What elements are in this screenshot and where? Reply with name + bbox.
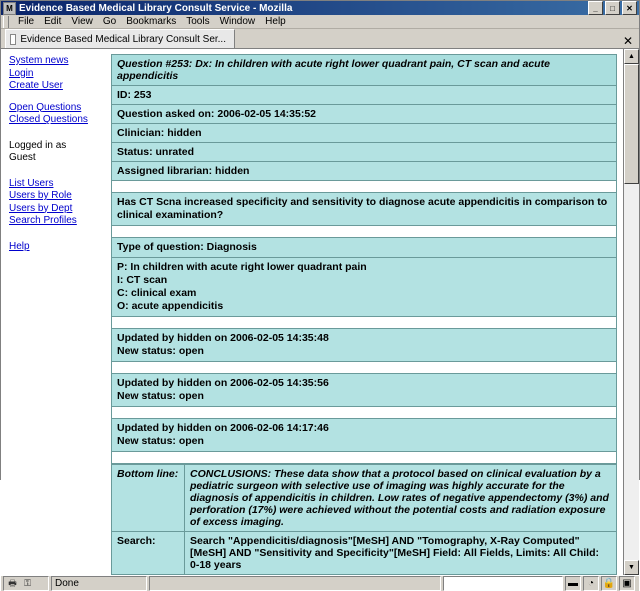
sidebar-item-create-user[interactable]: Create User	[9, 80, 63, 91]
sidebar-item-users-by-role[interactable]: Users by Role	[9, 190, 72, 201]
field-id	[112, 86, 617, 105]
table-row	[112, 419, 617, 452]
sidebar-item-system-news[interactable]: System news	[9, 55, 69, 66]
field-assigned-librarian	[112, 162, 617, 181]
update-entry-1	[112, 329, 617, 362]
update-1-line2: New status: open	[117, 345, 204, 357]
spacer	[112, 452, 617, 464]
question-text: Has CT Scna increased specificity and sensitivity to diagnose acute appendicitis in comparison to clinical examination?	[112, 193, 617, 226]
field-asked-on-value: 2006-02-05 14:35:52	[217, 108, 317, 120]
field-asked-on-label: Question asked on:	[117, 108, 215, 120]
table-row	[112, 238, 617, 258]
update-1-line1: Updated by hidden on 2006-02-05 14:35:48	[117, 332, 329, 344]
spacer	[112, 181, 617, 193]
status-spacer	[149, 576, 441, 591]
menu-item-view[interactable]: View	[71, 16, 93, 27]
field-status-label: Status:	[117, 146, 153, 158]
search-strategy-text: Search "Appendicitis/diagnosis"[MeSH] AND "Tomography, X-Ray Computed"[MeSH] AND "Sensitivity and Specificity"[MeSH] Field: All Fields, Limits: All Child: 0-18 years	[185, 532, 617, 575]
update-2-line1: Updated by hidden on 2006-02-05 14:35:56	[117, 377, 329, 389]
field-clinician-label: Clinician:	[117, 127, 165, 139]
status-icon-group[interactable]	[3, 576, 49, 591]
scroll-thumb[interactable]	[624, 64, 639, 184]
pico-comparison: C: clinical exam	[117, 287, 197, 299]
sidebar-divider-2	[9, 127, 105, 140]
sidebar-navigation	[1, 49, 109, 575]
tab-strip	[1, 29, 639, 49]
update-3-line2: New status: open	[117, 435, 204, 447]
sidebar-item-search-profiles[interactable]: Search Profiles	[9, 215, 77, 226]
sidebar-item-list-users[interactable]: List Users	[9, 177, 54, 189]
sidebar-divider-3	[9, 165, 105, 178]
table-row	[112, 162, 617, 181]
print-icon[interactable]: 🖶	[8, 578, 17, 588]
menu-item-edit[interactable]: Edit	[44, 16, 62, 27]
pico-outcome: O: acute appendicitis	[117, 300, 224, 312]
field-assigned-librarian-value: hidden	[215, 165, 250, 177]
spacer	[112, 317, 617, 329]
vertical-scrollbar[interactable]	[623, 49, 639, 575]
update-2-line2: New status: open	[117, 390, 204, 402]
table-row	[112, 143, 617, 162]
field-clinician	[112, 124, 617, 143]
lock-icon[interactable]: 🔒	[602, 578, 616, 589]
sidebar-item-users-by-dept[interactable]: Users by Dept	[9, 202, 73, 214]
field-status	[112, 143, 617, 162]
window-title: Evidence Based Medical Library Consult Service - Mozilla	[19, 2, 293, 14]
mozilla-icon: M	[3, 2, 16, 15]
menu-item-tools[interactable]: Tools	[186, 16, 210, 27]
page-icon	[10, 34, 16, 45]
menu-grip[interactable]	[3, 16, 9, 28]
tab-consult-service[interactable]	[5, 29, 235, 48]
bottom-line-label: Bottom line:	[112, 465, 185, 532]
table-row	[112, 374, 617, 407]
sidebar-item-login[interactable]: Login	[9, 67, 34, 79]
sidebar-divider-4	[9, 228, 105, 241]
question-type: Type of question: Diagnosis	[112, 238, 617, 258]
table-row	[112, 258, 617, 317]
table-row	[112, 55, 617, 86]
tab-close-icon[interactable]: ✕	[622, 34, 633, 48]
status-bar	[1, 575, 639, 591]
status-message: Done	[51, 576, 147, 591]
menu-item-help[interactable]: Help	[265, 16, 286, 27]
sidebar-logged-in-as-label: Logged in as	[9, 139, 67, 151]
table-row	[112, 124, 617, 143]
field-status-value: unrated	[155, 146, 195, 158]
table-row	[112, 86, 617, 105]
field-id-value: 253	[133, 89, 152, 101]
table-row	[112, 193, 617, 226]
question-table	[111, 54, 617, 464]
menu-bar	[1, 15, 639, 29]
sidebar-item-open-questions[interactable]: Open Questions	[9, 101, 82, 113]
maximize-button[interactable]: □	[605, 1, 620, 15]
bottom-line-text: CONCLUSIONS: These data show that a protocol based on clinical evaluation by a pediatric surgeon with selective use of imaging was highly accurate for the diagnosis of appendicitis in children. Low rates of negative appendectomy (3%) and perforation (17%) were achieved without the potential costs and radiation exposure of excess imaging.	[185, 465, 617, 532]
progress-icon: ▬	[565, 576, 581, 591]
table-row	[112, 329, 617, 362]
menu-item-file[interactable]: File	[18, 16, 35, 27]
field-asked-on	[112, 105, 617, 124]
sidebar-current-user: Guest	[9, 152, 36, 163]
menu-item-window[interactable]: Window	[219, 16, 256, 27]
scroll-track[interactable]	[624, 64, 639, 560]
menu-item-go[interactable]: Go	[102, 16, 117, 27]
window-icon[interactable]: ▣	[619, 576, 635, 591]
field-assigned-librarian-label: Assigned librarian:	[117, 165, 213, 177]
tab-label: Evidence Based Medical Library Consult Ser...	[20, 33, 226, 45]
scroll-down-button[interactable]: ▼	[624, 560, 639, 575]
table-row	[112, 105, 617, 124]
field-clinician-value: hidden	[167, 127, 202, 139]
sidebar-item-closed-questions[interactable]: Closed Questions	[9, 114, 88, 125]
table-row	[112, 465, 617, 532]
spacer	[112, 362, 617, 374]
answer-table	[111, 464, 617, 575]
page-content	[1, 49, 639, 575]
update-3-line1: Updated by hidden on 2006-02-06 14:17:46	[117, 422, 329, 434]
question-header: Question #253: Dx: In children with acute right lower quadrant pain, CT scan and acute appendicitis	[112, 55, 617, 86]
sidebar-item-help[interactable]: Help	[9, 240, 30, 252]
close-button[interactable]: ✕	[622, 1, 637, 15]
title-bar	[1, 1, 639, 15]
pico-population: P: In children with acute right lower quadrant pain	[117, 261, 367, 273]
sidebar-divider-1	[9, 93, 105, 102]
table-row	[112, 532, 617, 575]
question-detail-panel	[109, 49, 623, 575]
spacer	[112, 407, 617, 419]
window-controls	[588, 1, 637, 15]
update-entry-2	[112, 374, 617, 407]
search-label: Search:	[112, 532, 185, 575]
secure-icon[interactable]: ⚿	[24, 578, 31, 588]
update-entry-3	[112, 419, 617, 452]
minimize-button[interactable]: _	[588, 1, 603, 15]
menu-item-bookmarks[interactable]: Bookmarks	[126, 16, 177, 27]
pico-block	[112, 258, 617, 317]
cookie-icon[interactable]: ◔	[583, 576, 599, 591]
field-id-label: ID:	[117, 89, 131, 101]
spacer	[112, 226, 617, 238]
pico-intervention: I: CT scan	[117, 274, 168, 286]
scroll-up-button[interactable]: ▲	[624, 49, 639, 64]
status-search-field[interactable]	[443, 576, 563, 591]
